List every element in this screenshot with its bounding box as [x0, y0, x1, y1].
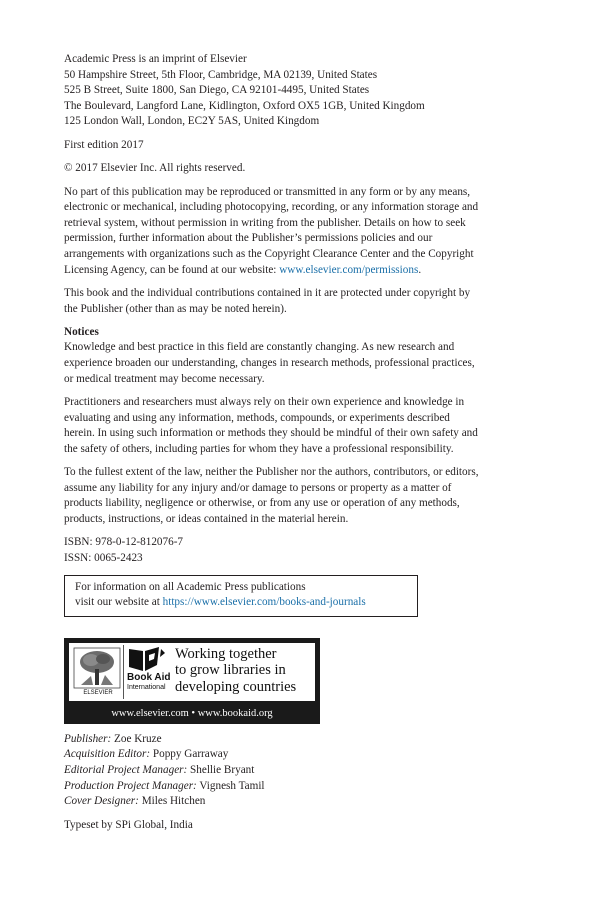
paragraph-line: Knowledge and best practice in this field are constantly changing. As new research and: [64, 341, 455, 354]
permissions-link[interactable]: www.elsevier.com/permissions: [279, 263, 419, 276]
production-credits: [64, 732, 544, 810]
banner-logo-panel: [69, 643, 315, 701]
books-journals-link[interactable]: https://www.elsevier.com/books-and-journals: [162, 596, 366, 609]
info-text: visit our website at: [75, 596, 163, 609]
info-line: [75, 595, 417, 611]
paragraph-line: experience broaden our understanding, changes in research methods, professional practices,: [64, 357, 475, 370]
edition-statement: First edition 2017: [64, 138, 144, 151]
tagline-line: to grow libraries in: [175, 662, 286, 679]
tree-icon: [71, 645, 123, 691]
line-text: Licensing Agency, can be found at our website:: [64, 263, 280, 276]
address-line: 525 B Street, Suite 1800, San Diego, CA 92101-4495, United States: [64, 84, 370, 97]
isbn: ISBN: 978-0-12-812076-7: [64, 536, 184, 549]
address-line: 125 London Wall, London, EC2Y 5AS, United Kingdom: [64, 115, 320, 128]
credit-name: Miles Hitchen: [141, 795, 206, 808]
credit-role: Cover Designer:: [64, 795, 139, 808]
credit-name: Vignesh Tamil: [199, 779, 265, 792]
paragraph-line: or medical treatment may become necessary.: [64, 372, 265, 385]
credit-line: [64, 794, 544, 810]
copyright-page: [64, 52, 544, 833]
paragraph-line: No part of this publication may be reproduced or transmitted in any form or by any means,: [64, 185, 471, 198]
tagline-line: developing countries: [175, 678, 297, 695]
notices-paragraph-1: [64, 340, 544, 387]
paragraph-line: arrangements with organizations such as the Copyright Clearance Center and the Copyright: [64, 247, 474, 260]
notices-heading: Notices: [64, 325, 99, 338]
paragraph-line: evaluating and using any information, methods, compounds, or experiments described: [64, 411, 450, 424]
credit-name: Shellie Bryant: [190, 763, 255, 776]
credit-role: Publisher:: [64, 732, 112, 745]
elsevier-logo-label: ELSEVIER: [83, 689, 113, 696]
address-line: 50 Hampshire Street, 5th Floor, Cambridge, MA 02139, United States: [64, 68, 378, 81]
copyright-statement: © 2017 Elsevier Inc. All rights reserved.: [64, 162, 246, 175]
book-aid-subtitle: International: [127, 683, 166, 691]
credit-line: [64, 747, 544, 763]
credit-line: [64, 763, 544, 779]
book-aid-hands-icon: [127, 645, 167, 673]
address-line: The Boulevard, Langford Lane, Kidlington, Oxford OX5 1GB, United Kingdom: [64, 99, 425, 112]
paragraph-line: Practitioners and researchers must always rely on their own experience and knowledge in: [64, 396, 465, 409]
credit-line: [64, 732, 544, 748]
paragraph-line: retrieval system, without permission in writing from the publisher. Details on how to seek: [64, 216, 466, 229]
info-line: For information on all Academic Press publications: [75, 580, 306, 593]
banner-tagline: [175, 646, 315, 696]
credit-name: Poppy Garraway: [152, 748, 229, 761]
paragraph-line: This book and the individual contributions contained in it are protected under copyright by: [64, 286, 471, 299]
credit-role: Production Project Manager:: [64, 779, 197, 792]
info-box: [64, 575, 418, 617]
elsevier-tree-logo: [71, 645, 124, 699]
notices-paragraph-3: [64, 465, 544, 527]
paragraph-line: the Publisher (other than as may be noted herein).: [64, 302, 287, 315]
credit-line: [64, 779, 544, 795]
notices-paragraph-2: [64, 395, 544, 457]
paragraph-line: [64, 263, 544, 279]
credit-name: Zoe Kruze: [114, 732, 162, 745]
address-line: Academic Press is an imprint of Elsevier: [64, 53, 247, 65]
permissions-paragraph: [64, 185, 544, 279]
credit-role: Acquisition Editor:: [64, 748, 151, 761]
paragraph-line: electronic or mechanical, including photocopying, recording, or any information storage and: [64, 201, 479, 214]
paragraph-line: herein. In using such information or methods they should be mindful of their own safety and: [64, 427, 478, 440]
paragraph-line: assume any liability for any injury and/or damage to persons or property as a matter of: [64, 481, 452, 494]
tagline-line: Working together: [175, 645, 277, 662]
book-aid-banner: [64, 638, 320, 724]
issn: ISSN: 0065-2423: [64, 552, 143, 564]
credit-role: Editorial Project Manager:: [64, 763, 188, 776]
paragraph-line: the safety of others, including parties for whom they have a professional responsibility.: [64, 442, 454, 455]
paragraph-line: permission, further information about the Publisher’s permissions policies and our: [64, 232, 433, 245]
typeset-statement: Typeset by SPi Global, India: [64, 818, 193, 831]
banner-urls: www.elsevier.com • www.bookaid.org: [111, 707, 273, 719]
paragraph-line: products, instructions, or ideas contained in the material herein.: [64, 513, 349, 526]
line-text: .: [418, 263, 422, 276]
paragraph-line: To the fullest extent of the law, neither the Publisher nor the authors, contributors, or editors,: [64, 466, 479, 479]
paragraph-line: products liability, negligence or otherwise, or from any use or operation of any methods,: [64, 497, 460, 510]
protection-paragraph: [64, 286, 544, 317]
book-aid-title: Book Aid: [127, 671, 171, 683]
publisher-address-block: [64, 52, 544, 130]
